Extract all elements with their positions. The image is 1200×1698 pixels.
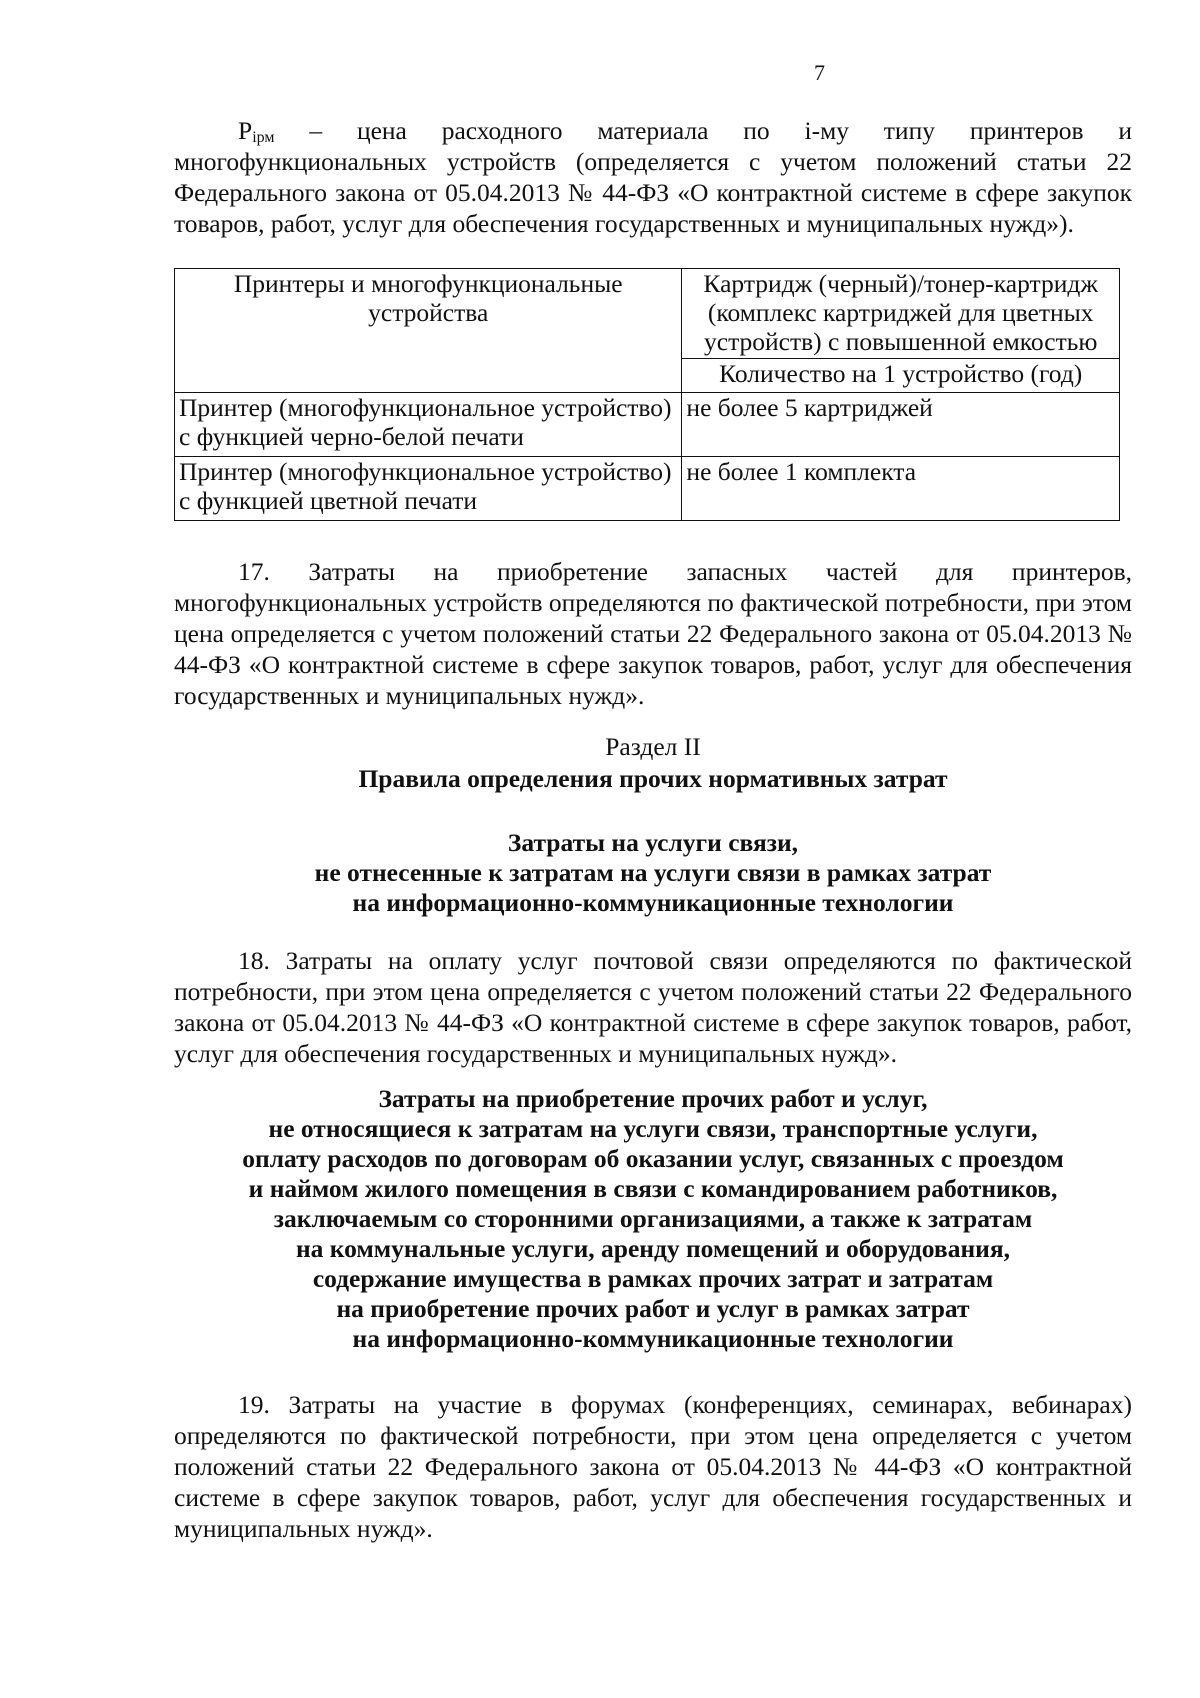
header-quantity: Количество на 1 устройство (год) xyxy=(682,359,1120,393)
subheading-line: на информационно-коммуникационные технологии xyxy=(352,1324,954,1353)
intro-text: – цена расходного материала по i-му типу принтеров и многофункциональных устройств (определяется с учетом положений статьи 22 Федерального закона от 05.04.2013 № 44-ФЗ «О контрактной системе в сфере закупок товаров, работ, услуг для обеспечения государственных и муниципальных нужд»). xyxy=(174,116,1132,238)
section-title: Правила определения прочих нормативных затрат xyxy=(358,764,948,793)
subheading-line: на приобретение прочих работ и услуг в рамках затрат xyxy=(336,1294,970,1323)
table-header-row xyxy=(175,269,1120,359)
intro-paragraph xyxy=(174,115,1132,239)
page-number: 7 xyxy=(814,60,825,85)
subheading-line: заключаемым со сторонними организациями, а также к затратам xyxy=(273,1204,1033,1233)
price-symbol-subscript: iрм xyxy=(252,129,275,146)
table-row xyxy=(175,457,1120,521)
subheading-line: Затраты на приобретение прочих работ и услуг, xyxy=(378,1084,928,1113)
subheading-line: на информационно-коммуникационные технологии xyxy=(352,888,954,917)
subheading-other-works-services xyxy=(174,1084,1132,1354)
subheading-line: на коммунальные услуги, аренду помещений и оборудования, xyxy=(295,1234,1010,1263)
subheading-line: содержание имущества в рамках прочих затрат и затратам xyxy=(312,1264,994,1293)
header-cartridge: Картридж (черный)/тонер-картридж (комплекс картриджей для цветных устройств) с повышенной емкостью xyxy=(682,269,1120,359)
price-symbol: P xyxy=(238,116,253,145)
subheading-communication-costs xyxy=(174,828,1132,918)
subheading-line: не отнесенные к затратам на услуги связи в рамках затрат xyxy=(314,858,992,887)
row-quantity: не более 5 картриджей xyxy=(682,393,1120,457)
subheading-line: Затраты на услуги связи, xyxy=(507,828,799,857)
section-number: Раздел II xyxy=(605,732,701,761)
subheading-line: и наймом жилого помещения в связи с командированием работников, xyxy=(248,1174,1058,1203)
header-devices: Принтеры и многофункциональные устройства xyxy=(175,269,682,393)
paragraph-19: 19. Затраты на участие в форумах (конференциях, семинарах, вебинарах) определяются по фактической потребности, при этом цена определяется с учетом положений статьи 22 Федерального закона от 05.04.2013 № 44-ФЗ «О контрактной системе в сфере закупок товаров, работ, услуг для обеспечения государственных и муниципальных нужд». xyxy=(174,1390,1132,1543)
paragraph-17: 17. Затраты на приобретение запасных частей для принтеров, многофункциональных устройств определяются по фактической потребности, при этом цена определяется с учетом положений статьи 22 Федерального закона от 05.04.2013 № 44-ФЗ «О контрактной системе в сфере закупок товаров, работ, услуг для обеспечения государственных и муниципальных нужд». xyxy=(174,557,1132,710)
subheading-line: не относящиеся к затратам на услуги связи, транспортные услуги, xyxy=(268,1114,1038,1143)
row-device: Принтер (многофункциональное устройство) с функцией цветной печати xyxy=(175,457,682,521)
paragraph-18: 18. Затраты на оплату услуг почтовой связи определяются по фактической потребности, при этом цена определяется с учетом положений статьи 22 Федерального закона от 05.04.2013 № 44-ФЗ «О контрактной системе в сфере закупок товаров, работ, услуг для обеспечения государственных и муниципальных нужд». xyxy=(174,946,1132,1068)
consumables-table xyxy=(174,268,1120,521)
row-device: Принтер (многофункциональное устройство) с функцией черно-белой печати xyxy=(175,393,682,457)
subheading-line: оплату расходов по договорам об оказании услуг, связанных с проездом xyxy=(242,1144,1064,1173)
row-quantity: не более 1 комплекта xyxy=(682,457,1120,521)
table-row xyxy=(175,393,1120,457)
